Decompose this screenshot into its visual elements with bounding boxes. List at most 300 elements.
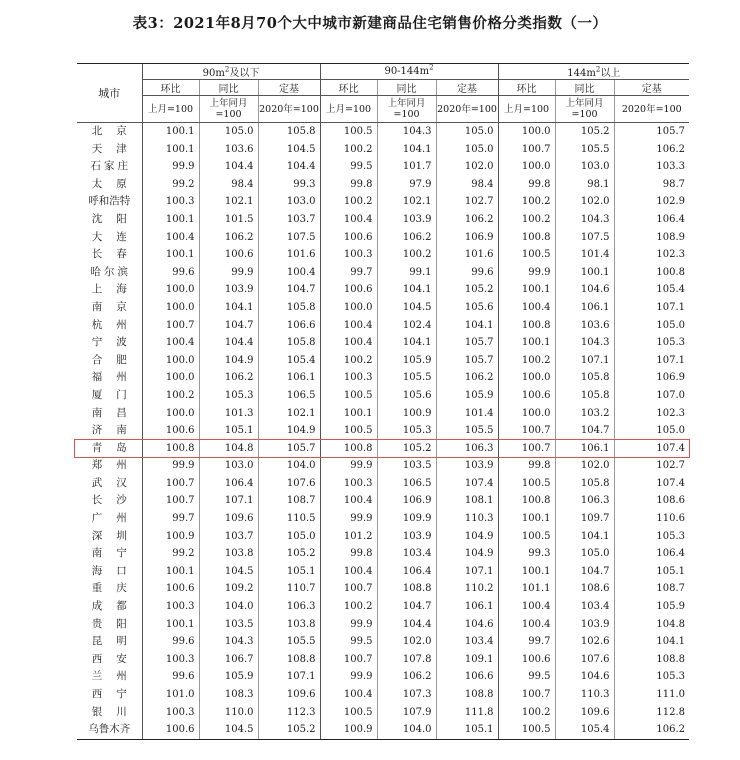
city-name: 太原: [91, 177, 141, 190]
city-name: 郑州: [91, 459, 141, 472]
index-value: 108.7: [258, 492, 320, 510]
index-value: 107.1: [614, 299, 689, 317]
city-name: 宁波: [91, 336, 141, 349]
index-value: 100.3: [142, 651, 199, 669]
index-value: 103.8: [199, 545, 258, 563]
index-value: 107.1: [258, 668, 320, 686]
index-value: 105.5: [555, 141, 614, 159]
index-value: 106.4: [199, 475, 258, 493]
index-value: 106.2: [436, 211, 498, 229]
index-value: 100.7: [320, 651, 377, 669]
table-row: [77, 141, 689, 159]
index-value: 99.7: [320, 264, 377, 282]
index-value: 104.5: [199, 563, 258, 581]
table-row: [77, 510, 689, 528]
index-value: 103.3: [614, 158, 689, 176]
index-value: 100.8: [142, 440, 199, 458]
index-value: 104.7: [199, 317, 258, 335]
index-value: 105.2: [258, 545, 320, 563]
city-name: 西安: [91, 652, 141, 665]
index-value: 100.1: [320, 405, 377, 423]
index-value: 105.0: [614, 317, 689, 335]
index-value: 100.2: [320, 193, 377, 211]
index-value: 99.9: [199, 264, 258, 282]
group-header-90: $90m^2$及以下: [142, 64, 320, 80]
index-value: 112.8: [614, 704, 689, 722]
index-value: 100.7: [320, 580, 377, 598]
index-value: 99.3: [498, 545, 555, 563]
index-value: 104.4: [258, 158, 320, 176]
index-value: 100.4: [320, 334, 377, 352]
index-value: 100.9: [320, 721, 377, 739]
index-value: 104.6: [555, 668, 614, 686]
index-value: 100.7: [498, 686, 555, 704]
index-value: 98.4: [436, 176, 498, 194]
index-value: 100.2: [377, 246, 436, 264]
index-value: 100.0: [320, 299, 377, 317]
index-value: 100.2: [320, 141, 377, 159]
index-value: 99.9: [142, 457, 199, 475]
group-header-text: 90m: [202, 68, 225, 79]
city-name: 成都: [91, 600, 141, 613]
city-name: 昆明: [91, 635, 141, 648]
index-value: 99.8: [498, 176, 555, 194]
table-row: [77, 246, 689, 264]
group-header-text: 90-144m: [384, 66, 430, 77]
index-value: 100.4: [320, 492, 377, 510]
index-value: 105.3: [614, 528, 689, 546]
index-value: 106.2: [614, 141, 689, 159]
index-value: 101.5: [199, 211, 258, 229]
city-name: 武汉: [91, 476, 141, 489]
index-value: 100.5: [320, 422, 377, 440]
index-value: 112.3: [258, 704, 320, 722]
index-value: 105.3: [614, 334, 689, 352]
index-value: 106.7: [199, 651, 258, 669]
index-value: 104.9: [199, 352, 258, 370]
index-value: 99.1: [377, 264, 436, 282]
index-value: 105.4: [555, 721, 614, 739]
table-row: [77, 668, 689, 686]
index-value: 103.7: [199, 528, 258, 546]
index-value: 105.5: [258, 633, 320, 651]
index-value: 104.5: [199, 721, 258, 739]
index-value: 104.0: [199, 598, 258, 616]
index-value: 101.0: [142, 686, 199, 704]
index-value: 101.6: [436, 246, 498, 264]
index-value: 107.5: [555, 229, 614, 247]
index-value: 100.2: [142, 387, 199, 405]
index-value: 102.3: [614, 246, 689, 264]
index-value: 107.4: [614, 475, 689, 493]
table-row: [77, 704, 689, 722]
index-value: 106.3: [258, 598, 320, 616]
index-value: 100.5: [498, 246, 555, 264]
table-row: [77, 405, 689, 423]
index-value: 100.6: [142, 721, 199, 739]
index-value: 103.5: [377, 457, 436, 475]
index-value: 110.3: [555, 686, 614, 704]
index-value: 106.2: [377, 668, 436, 686]
index-value: 106.1: [258, 369, 320, 387]
index-value: 100.3: [320, 246, 377, 264]
index-value: 102.1: [258, 405, 320, 423]
city-name: 大连: [91, 230, 141, 243]
index-value: 106.6: [258, 317, 320, 335]
index-value: 104.3: [377, 123, 436, 141]
index-value: 100.1: [142, 563, 199, 581]
price-index-table: [77, 63, 689, 740]
index-value: 104.1: [199, 299, 258, 317]
base-header: 2020年=100: [258, 96, 320, 123]
index-value: 108.8: [377, 580, 436, 598]
index-value: 105.3: [199, 387, 258, 405]
sub-header: 环比: [498, 80, 555, 96]
index-value: 100.2: [498, 211, 555, 229]
index-value: 104.1: [614, 633, 689, 651]
index-value: 103.8: [258, 616, 320, 634]
index-value: 108.9: [614, 229, 689, 247]
index-value: 105.8: [555, 475, 614, 493]
city-name: 杭州: [91, 318, 141, 331]
index-value: 102.0: [377, 633, 436, 651]
index-value: 98.4: [199, 176, 258, 194]
index-value: 108.8: [436, 686, 498, 704]
index-value: 105.2: [258, 721, 320, 739]
index-value: 103.4: [377, 545, 436, 563]
index-value: 100.2: [498, 704, 555, 722]
index-value: 105.5: [436, 422, 498, 440]
index-value: 100.2: [320, 598, 377, 616]
index-value: 105.5: [377, 369, 436, 387]
index-value: 105.9: [436, 387, 498, 405]
index-value: 102.0: [436, 158, 498, 176]
index-value: 106.4: [614, 545, 689, 563]
index-value: 100.1: [142, 246, 199, 264]
index-value: 104.7: [258, 281, 320, 299]
index-value: 107.1: [614, 352, 689, 370]
index-value: 100.8: [498, 229, 555, 247]
index-value: 100.4: [258, 264, 320, 282]
table-row: [77, 651, 689, 669]
city-name: 北京: [91, 125, 141, 137]
index-value: 104.7: [377, 598, 436, 616]
index-value: 104.1: [555, 528, 614, 546]
group-header-90-144: $90-144m^2$: [320, 64, 498, 80]
index-value: 100.0: [142, 299, 199, 317]
table-row: [77, 440, 689, 458]
index-value: 99.8: [320, 545, 377, 563]
index-value: 105.3: [614, 668, 689, 686]
base-header: 上月=100: [142, 96, 199, 123]
index-value: 99.9: [320, 616, 377, 634]
index-value: 100.5: [498, 528, 555, 546]
city-name: 青岛: [91, 441, 141, 454]
index-value: 100.6: [498, 387, 555, 405]
index-value: 107.1: [199, 492, 258, 510]
index-value: 108.8: [258, 651, 320, 669]
index-value: 107.6: [555, 651, 614, 669]
index-value: 100.3: [142, 704, 199, 722]
index-value: 107.4: [614, 440, 689, 458]
index-value: 100.0: [142, 405, 199, 423]
table-row: [77, 334, 689, 352]
index-value: 102.0: [555, 457, 614, 475]
index-value: 103.6: [199, 141, 258, 159]
index-value: 102.1: [377, 193, 436, 211]
table-row: [77, 721, 689, 739]
index-value: 100.7: [498, 422, 555, 440]
index-value: 104.0: [258, 457, 320, 475]
index-value: 99.8: [320, 176, 377, 194]
table-row: [77, 457, 689, 475]
index-value: 104.3: [199, 633, 258, 651]
index-value: 104.6: [436, 616, 498, 634]
sub-header: 同比: [555, 80, 614, 96]
index-value: 105.1: [199, 422, 258, 440]
index-value: 100.4: [320, 563, 377, 581]
index-value: 105.0: [436, 123, 498, 141]
index-value: 100.6: [498, 651, 555, 669]
index-value: 105.8: [555, 369, 614, 387]
table-row: [77, 387, 689, 405]
index-value: 106.1: [436, 598, 498, 616]
index-value: 105.8: [258, 299, 320, 317]
index-value: 100.1: [142, 211, 199, 229]
sub-header: 环比: [142, 80, 199, 96]
index-value: 109.2: [199, 580, 258, 598]
index-value: 103.9: [436, 457, 498, 475]
index-value: 105.9: [614, 598, 689, 616]
index-value: 100.6: [142, 580, 199, 598]
index-value: 105.7: [258, 440, 320, 458]
index-value: 110.7: [258, 580, 320, 598]
index-value: 107.1: [555, 352, 614, 370]
index-value: 99.9: [320, 510, 377, 528]
base-header: 上月=100: [498, 96, 555, 123]
index-value: 99.7: [498, 633, 555, 651]
group-header-text: 144m: [567, 68, 596, 79]
table-row: [77, 369, 689, 387]
index-value: 100.7: [498, 440, 555, 458]
index-value: 100.8: [498, 492, 555, 510]
index-value: 105.0: [614, 422, 689, 440]
city-name: 哈尔滨: [90, 265, 131, 278]
index-value: 100.3: [142, 193, 199, 211]
index-value: 110.5: [258, 510, 320, 528]
index-value: 100.0: [498, 369, 555, 387]
group-header-144: $144m^2$以上: [498, 64, 689, 80]
city-name: 乌鲁木齐: [77, 721, 142, 739]
index-value: 108.1: [436, 492, 498, 510]
index-value: 100.0: [142, 281, 199, 299]
index-value: 101.4: [436, 405, 498, 423]
index-value: 102.9: [614, 193, 689, 211]
index-value: 109.9: [377, 510, 436, 528]
table-row: [77, 193, 689, 211]
index-value: 107.5: [258, 229, 320, 247]
index-value: 101.2: [320, 528, 377, 546]
index-value: 103.2: [555, 405, 614, 423]
index-value: 101.1: [498, 580, 555, 598]
index-value: 106.5: [377, 475, 436, 493]
index-value: 104.4: [199, 158, 258, 176]
base-header: 上月=100: [320, 96, 377, 123]
index-value: 106.2: [199, 369, 258, 387]
index-value: 105.7: [436, 352, 498, 370]
table-title: 表3：2021年8月70个大中城市新建商品住宅销售价格分类指数（一）: [132, 15, 608, 32]
index-value: 109.6: [199, 510, 258, 528]
table-row: [77, 686, 689, 704]
index-value: 100.9: [377, 405, 436, 423]
index-value: 110.6: [614, 510, 689, 528]
index-value: 105.4: [614, 281, 689, 299]
city-name: 银川: [91, 705, 141, 718]
table-row: [77, 528, 689, 546]
index-value: 103.0: [555, 158, 614, 176]
index-value: 105.9: [377, 352, 436, 370]
city-name: 南宁: [91, 547, 141, 560]
index-value: 103.5: [199, 616, 258, 634]
table-row: [77, 299, 689, 317]
index-value: 105.8: [258, 334, 320, 352]
index-value: 100.7: [498, 141, 555, 159]
index-value: 106.1: [555, 299, 614, 317]
index-value: 102.6: [555, 633, 614, 651]
index-value: 98.1: [555, 176, 614, 194]
index-value: 107.9: [377, 704, 436, 722]
index-value: 100.2: [498, 352, 555, 370]
index-value: 106.5: [258, 387, 320, 405]
index-value: 102.0: [555, 193, 614, 211]
index-value: 105.6: [436, 299, 498, 317]
city-name: 上海: [91, 283, 141, 296]
index-value: 108.8: [614, 651, 689, 669]
index-value: 105.0: [555, 545, 614, 563]
table-row: [77, 123, 689, 141]
table-row: [77, 352, 689, 370]
index-value: 106.9: [377, 492, 436, 510]
sub-header: 环比: [320, 80, 377, 96]
index-value: 105.6: [377, 387, 436, 405]
index-value: 109.6: [555, 704, 614, 722]
index-value: 105.8: [555, 387, 614, 405]
index-value: 101.6: [258, 246, 320, 264]
table-row: [77, 264, 689, 282]
index-value: 105.1: [436, 721, 498, 739]
city-name: 济南: [91, 424, 141, 437]
index-value: 101.3: [199, 405, 258, 423]
index-value: 100.6: [199, 246, 258, 264]
index-value: 100.5: [320, 704, 377, 722]
base-header: 2020年=100: [436, 96, 498, 123]
index-value: 100.5: [320, 123, 377, 141]
table-row: [77, 545, 689, 563]
index-value: 103.9: [199, 281, 258, 299]
index-value: 104.8: [199, 440, 258, 458]
index-value: 100.6: [142, 422, 199, 440]
table-row: [77, 633, 689, 651]
city-name: 天津: [91, 142, 141, 155]
table-row: [77, 317, 689, 335]
index-value: 100.2: [498, 193, 555, 211]
index-value: 100.7: [142, 492, 199, 510]
index-value: 102.7: [436, 193, 498, 211]
index-value: 108.7: [614, 580, 689, 598]
index-value: 103.9: [377, 528, 436, 546]
table-row: [77, 281, 689, 299]
index-value: 104.0: [377, 721, 436, 739]
index-value: 100.3: [320, 475, 377, 493]
city-name: 重庆: [91, 582, 141, 595]
index-value: 106.2: [436, 369, 498, 387]
sub-header: 定基: [258, 80, 320, 96]
index-value: 103.0: [199, 457, 258, 475]
index-value: 105.9: [199, 668, 258, 686]
table-row: [77, 229, 689, 247]
index-value: 110.3: [436, 510, 498, 528]
index-value: 104.1: [377, 141, 436, 159]
city-name: 西宁: [91, 688, 141, 700]
base-header: 上年同月=100: [377, 96, 436, 123]
index-value: 104.7: [555, 563, 614, 581]
index-value: 100.0: [498, 123, 555, 141]
sub-header: 同比: [377, 80, 436, 96]
city-name: 贵阳: [91, 617, 141, 630]
index-value: 106.3: [555, 492, 614, 510]
index-value: 101.7: [377, 158, 436, 176]
index-value: 106.9: [614, 369, 689, 387]
index-value: 100.3: [320, 369, 377, 387]
index-value: 102.4: [377, 317, 436, 335]
index-value: 100.4: [320, 317, 377, 335]
index-value: 105.1: [614, 563, 689, 581]
index-value: 100.0: [142, 369, 199, 387]
city-name: 南京: [91, 300, 141, 313]
index-value: 104.4: [377, 616, 436, 634]
index-value: 100.1: [142, 616, 199, 634]
sub-header: 同比: [199, 80, 258, 96]
sub-header: 定基: [614, 80, 689, 96]
city-name: 广州: [91, 512, 141, 525]
index-value: 99.3: [258, 176, 320, 194]
index-value: 100.1: [498, 510, 555, 528]
index-value: 106.6: [436, 668, 498, 686]
index-value: 100.5: [498, 721, 555, 739]
index-value: 104.9: [436, 545, 498, 563]
index-value: 99.6: [142, 633, 199, 651]
index-value: 100.8: [498, 317, 555, 335]
index-value: 103.7: [258, 211, 320, 229]
index-value: 105.8: [258, 123, 320, 141]
index-value: 105.4: [258, 352, 320, 370]
city-name: 南昌: [91, 406, 141, 419]
index-value: 106.4: [377, 563, 436, 581]
index-value: 100.6: [320, 281, 377, 299]
index-value: 105.0: [436, 141, 498, 159]
index-value: 100.7: [142, 475, 199, 493]
base-header: 上年同月=100: [555, 96, 614, 123]
index-value: 102.7: [614, 457, 689, 475]
index-value: 107.0: [614, 387, 689, 405]
index-value: 99.9: [142, 158, 199, 176]
index-value: 99.9: [498, 264, 555, 282]
table-row: [77, 475, 689, 493]
index-value: 106.2: [199, 229, 258, 247]
city-name: 厦门: [91, 388, 141, 401]
index-value: 109.1: [436, 651, 498, 669]
index-value: 99.7: [142, 510, 199, 528]
